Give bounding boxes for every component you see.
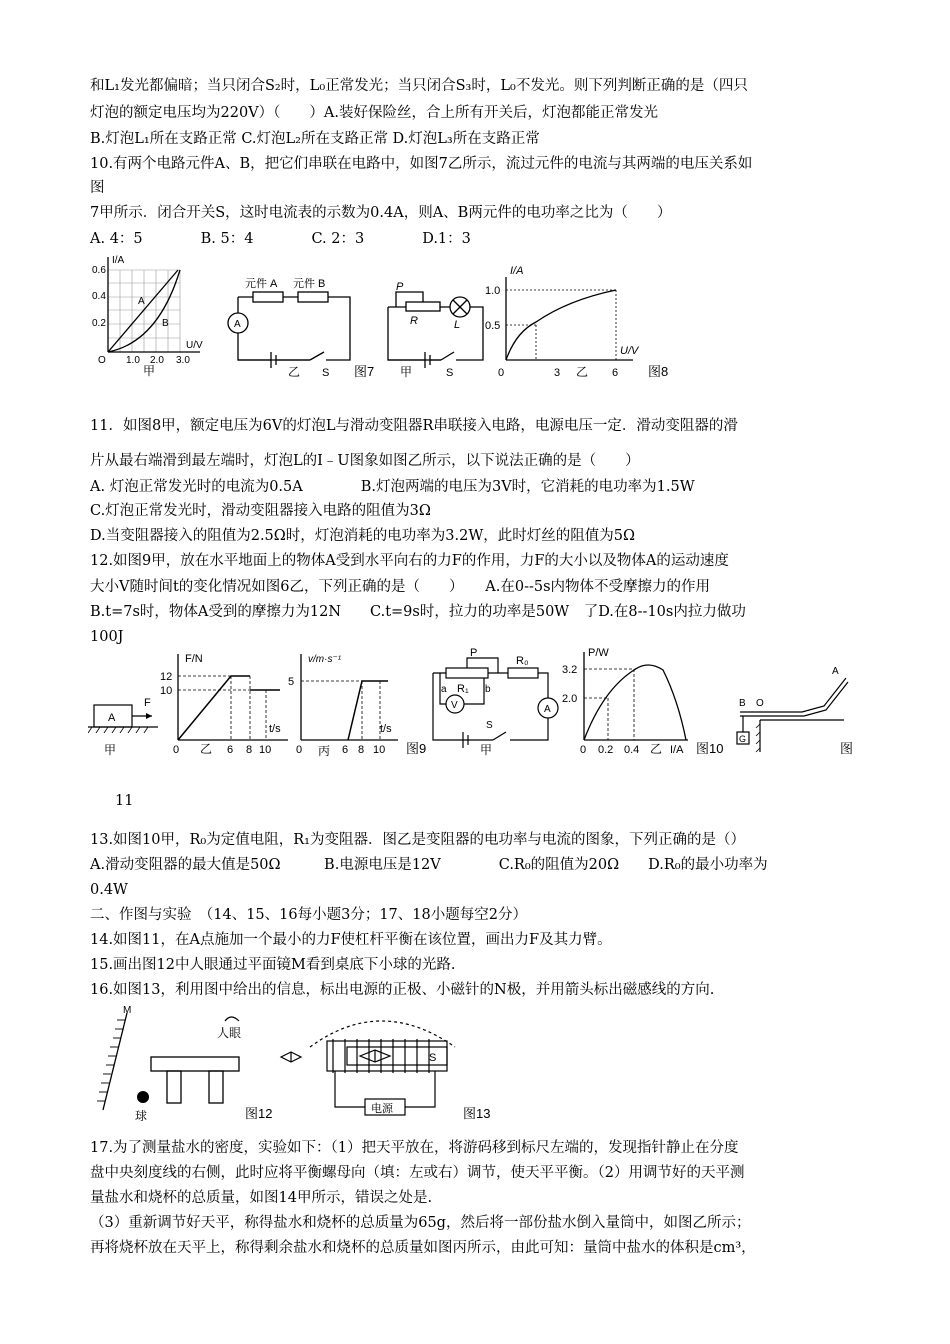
text-line: 再将烧杯放在天平上，称得剩余盐水和烧杯的总质量如图丙所示，由此可知：量筒中盐水的体积是cm³， bbox=[90, 1240, 756, 1256]
fig9-f-ylabel: F/N bbox=[185, 653, 203, 665]
text-line: B.灯泡L₁所在支路正常 C.灯泡L₂所在支路正常 D.灯泡L₃所在支路正常 bbox=[90, 131, 540, 147]
question-10: 10.有两个电路元件A、B，把它们串联在电路中，如图7乙所示，流过元件的电流与其两端的电压关系如 bbox=[90, 156, 753, 172]
text-line: 7甲所示．闭合开关S，这时电流表的示数为0.4A，则A、B两元件的电功率之比为（ ） bbox=[90, 205, 672, 221]
section-2-heading: 二、作图与实验 （14、15、16每小题3分；17、18小题每空2分） bbox=[90, 907, 527, 923]
fig9-f-xtick: 0 bbox=[173, 744, 180, 756]
question-16: 16.如图13，利用图中给出的信息，标出电源的正极、小磁针的N极，并用箭头标出磁感线的方向. bbox=[90, 982, 715, 998]
figure-7-jia-graph bbox=[92, 255, 203, 378]
fig8-s: S bbox=[446, 367, 454, 379]
text-line: D.当变阻器接入的阻值为2.5Ω时，灯泡消耗的电功率为3.2W，此时灯丝的阻值为5Ω bbox=[90, 528, 636, 544]
fig9-caption: 图9 bbox=[406, 741, 427, 756]
fig8-xtick: 3 bbox=[554, 367, 561, 379]
fig9-force: F bbox=[144, 697, 151, 709]
fig9-f-xtick: 6 bbox=[227, 744, 234, 756]
fig7-yi: 乙 bbox=[288, 365, 301, 379]
fig9-v-xtick: 8 bbox=[358, 744, 365, 756]
text-line: （3）重新调节好天平，称得盐水和烧杯的总质量为65g，然后将一部份盐水倒入量筒中，如图乙所示； bbox=[90, 1215, 751, 1231]
fig10-xlabel: I/A bbox=[670, 744, 684, 756]
fig8-r: R bbox=[410, 315, 418, 327]
fig10-switch: S bbox=[486, 720, 493, 731]
text-line: A.滑动变阻器的最大值是50Ω B.电源电压是12V C.R₀的阻值为20Ω D.R₀的最小功率为 bbox=[90, 857, 768, 873]
text-line: 100J bbox=[90, 629, 124, 645]
figure-7-8-row bbox=[88, 252, 708, 382]
fig11-b: B bbox=[739, 698, 746, 709]
text-line: 量盐水和烧杯的总质量，如图14甲所示，错误之处是. bbox=[90, 1190, 433, 1206]
fig9-yi: 乙 bbox=[200, 742, 213, 756]
fig8-l: L bbox=[454, 319, 461, 331]
fig8-ylabel: I/A bbox=[510, 265, 524, 277]
figure-8-yi-graph bbox=[485, 265, 668, 379]
fig8-p: P bbox=[396, 281, 404, 293]
fig8-xlabel: U/V bbox=[620, 345, 639, 357]
fig11-caption: 图 bbox=[840, 741, 854, 756]
fig10-yi: 乙 bbox=[650, 742, 663, 756]
fig10-ytick: 3.2 bbox=[562, 664, 578, 676]
fig9-v-ylabel: v/m·s⁻¹ bbox=[308, 654, 342, 665]
fig7-curve-b: B bbox=[162, 318, 169, 329]
fig7-origin: O bbox=[98, 355, 106, 366]
text-line: 片从最右端滑到最左端时，灯泡L的I﹣U图象如图乙所示，以下说法正确的是（ ） bbox=[90, 453, 640, 469]
fig11-a: A bbox=[832, 666, 839, 677]
question-15: 15.画出图12中人眼通过平面镜M看到桌底下小球的光路. bbox=[90, 957, 456, 973]
fig13-power: 电源 bbox=[371, 1103, 393, 1115]
figure-8-jia-circuit bbox=[388, 292, 483, 368]
question-10-options: A. 4：5 B. 5：4 C. 2：3 D.1：3 bbox=[90, 231, 471, 247]
question-12: 12.如图9甲，放在水平地面上的物体A受到水平向右的力F的作用，力F的大小以及物体A的运动速度 bbox=[90, 553, 729, 569]
figure-12-13-row bbox=[95, 1005, 525, 1125]
fig10-xtick: 0 bbox=[580, 744, 587, 756]
fig8-caption: 图8 bbox=[648, 364, 669, 379]
text-line: 灯泡的额定电压均为220V）（ ）A.装好保险丝，合上所有开关后，灯泡都能正常发光 bbox=[90, 105, 658, 121]
fig10-a: a bbox=[441, 684, 447, 695]
figure-9-jia-block bbox=[88, 705, 158, 733]
figure-11-number: 11 bbox=[115, 793, 134, 809]
fig12-eye: 人眼 bbox=[217, 1026, 242, 1040]
fig12-ball: 球 bbox=[135, 1109, 148, 1123]
fig7-ylabel: I/A bbox=[112, 255, 125, 266]
fig10-jia: 甲 bbox=[480, 743, 493, 757]
fig9-v-ytick: 5 bbox=[288, 676, 295, 688]
fig8-yi: 乙 bbox=[576, 365, 589, 379]
fig7-switch: S bbox=[322, 367, 330, 379]
fig7-caption: 图7 bbox=[354, 364, 375, 379]
fig9-block: A bbox=[108, 712, 116, 724]
fig11-o: O bbox=[756, 698, 764, 709]
eye-icon bbox=[225, 1017, 239, 1021]
fig9-bing: 丙 bbox=[318, 744, 331, 758]
figure-9-10-11-row bbox=[88, 640, 868, 770]
question-13: 13.如图10甲，R₀为定值电阻，R₁为变阻器．图乙是变阻器的电功率与电流的图象，下列正确的是（） bbox=[90, 832, 745, 848]
fig9-f-ytick: 12 bbox=[160, 671, 173, 683]
fig10-ylabel: P/W bbox=[588, 647, 609, 659]
fig8-ytick: 0.5 bbox=[485, 320, 501, 332]
figure-11-lever bbox=[737, 678, 848, 752]
fig11-g: G bbox=[739, 734, 747, 744]
text-line: C.灯泡正常发光时，滑动变阻器接入电路的阻值为3Ω bbox=[90, 503, 431, 519]
fig7-ytick: 0.2 bbox=[92, 318, 106, 329]
fig9-f-xtick: 8 bbox=[246, 744, 253, 756]
fig7-ammeter: A bbox=[234, 319, 241, 330]
fig7-xlabel: U/V bbox=[186, 340, 203, 351]
figure-10-yi-graph bbox=[584, 652, 688, 740]
fig7-curve-a: A bbox=[138, 296, 145, 307]
fig10-ytick: 2.0 bbox=[562, 693, 578, 705]
fig7-ytick: 0.4 bbox=[92, 291, 106, 302]
text-line: 盘中央刻度线的右侧，此时应将平衡螺母向（填：左或右）调节，使天平平衡。（2）用调节好的天平测 bbox=[90, 1165, 745, 1181]
fig7-xtick: 2.0 bbox=[150, 355, 164, 366]
fig10-b: b bbox=[485, 684, 491, 695]
fig12-caption: 图12 bbox=[245, 1106, 273, 1121]
question-17: 17.为了测量盐水的密度，实验如下：（1）把天平放在，将游码移到标尺左端的，发现指针静止在分度 bbox=[90, 1140, 739, 1156]
figure-13-solenoid bbox=[281, 1021, 455, 1115]
fig7-comp-a: 元件 A bbox=[245, 278, 278, 290]
fig8-jia: 甲 bbox=[400, 365, 413, 379]
fig9-f-xlabel: t/s bbox=[269, 723, 281, 735]
fig9-jia: 甲 bbox=[104, 743, 117, 757]
fig9-v-xtick: 6 bbox=[342, 744, 349, 756]
fig13-caption: 图13 bbox=[463, 1106, 491, 1121]
fig7-xtick: 3.0 bbox=[176, 355, 190, 366]
question-14: 14.如图11，在A点施加一个最小的力F使杠杆平衡在该位置，画出力F及其力臂。 bbox=[90, 932, 612, 948]
fig7-ytick: 0.6 bbox=[92, 265, 106, 276]
fig10-ammeter: A bbox=[544, 704, 551, 715]
fig9-f-xtick: 10 bbox=[259, 744, 272, 756]
fig10-r1: R₁ bbox=[457, 683, 469, 695]
fig10-xtick: 0.4 bbox=[624, 744, 640, 756]
fig13-s: S bbox=[429, 1052, 437, 1064]
text-line: 图 bbox=[90, 180, 105, 196]
fig8-ytick: 1.0 bbox=[485, 285, 501, 297]
question-11: 11．如图8甲，额定电压为6V的灯泡L与滑动变阻器R串联接入电路，电源电压一定．滑动变阻器的滑 bbox=[90, 418, 738, 434]
figure-7-yi-circuit bbox=[228, 292, 350, 368]
text-line: A. 灯泡正常发光时的电流为0.5A B.灯泡两端的电压为3V时，它消耗的电功率为1.5W bbox=[90, 479, 695, 495]
text-line: B.t=7s时，物体A受到的摩擦力为12N C.t=9s时，拉力的功率是50W 了D.在8--10s内拉力做功 bbox=[90, 604, 746, 620]
text-line: 大小V随时间t的变化情况如图6乙，下列正确的是（ ） A.在0--5s内物体不受摩擦力的作用 bbox=[90, 579, 711, 595]
fig10-r0: R₀ bbox=[516, 655, 529, 667]
fig12-m: M bbox=[123, 1005, 132, 1016]
text-line: 0.4W bbox=[90, 882, 128, 898]
fig10-caption: 图10 bbox=[696, 741, 724, 756]
fig8-origin: 0 bbox=[498, 367, 505, 379]
fig10-xtick: 0.2 bbox=[598, 744, 614, 756]
text-line: 和L₁发光都偏暗；当只闭合S₂时，L₀正常发光；当只闭合S₃时，L₀不发光。则下列判断正确的是（四只 bbox=[90, 78, 748, 94]
fig7-xtick: 1.0 bbox=[126, 355, 140, 366]
fig10-p: P bbox=[470, 647, 478, 659]
fig9-v-xtick: 0 bbox=[296, 744, 303, 756]
fig9-v-xlabel: t/s bbox=[380, 723, 392, 735]
fig9-v-xtick: 10 bbox=[373, 744, 386, 756]
fig10-voltmeter: V bbox=[451, 700, 458, 711]
fig7-jia: 甲 bbox=[143, 364, 156, 378]
fig7-comp-b: 元件 B bbox=[293, 278, 326, 290]
ball-icon bbox=[137, 1091, 149, 1103]
fig8-xtick: 6 bbox=[612, 367, 619, 379]
fig9-f-ytick: 10 bbox=[160, 685, 173, 697]
